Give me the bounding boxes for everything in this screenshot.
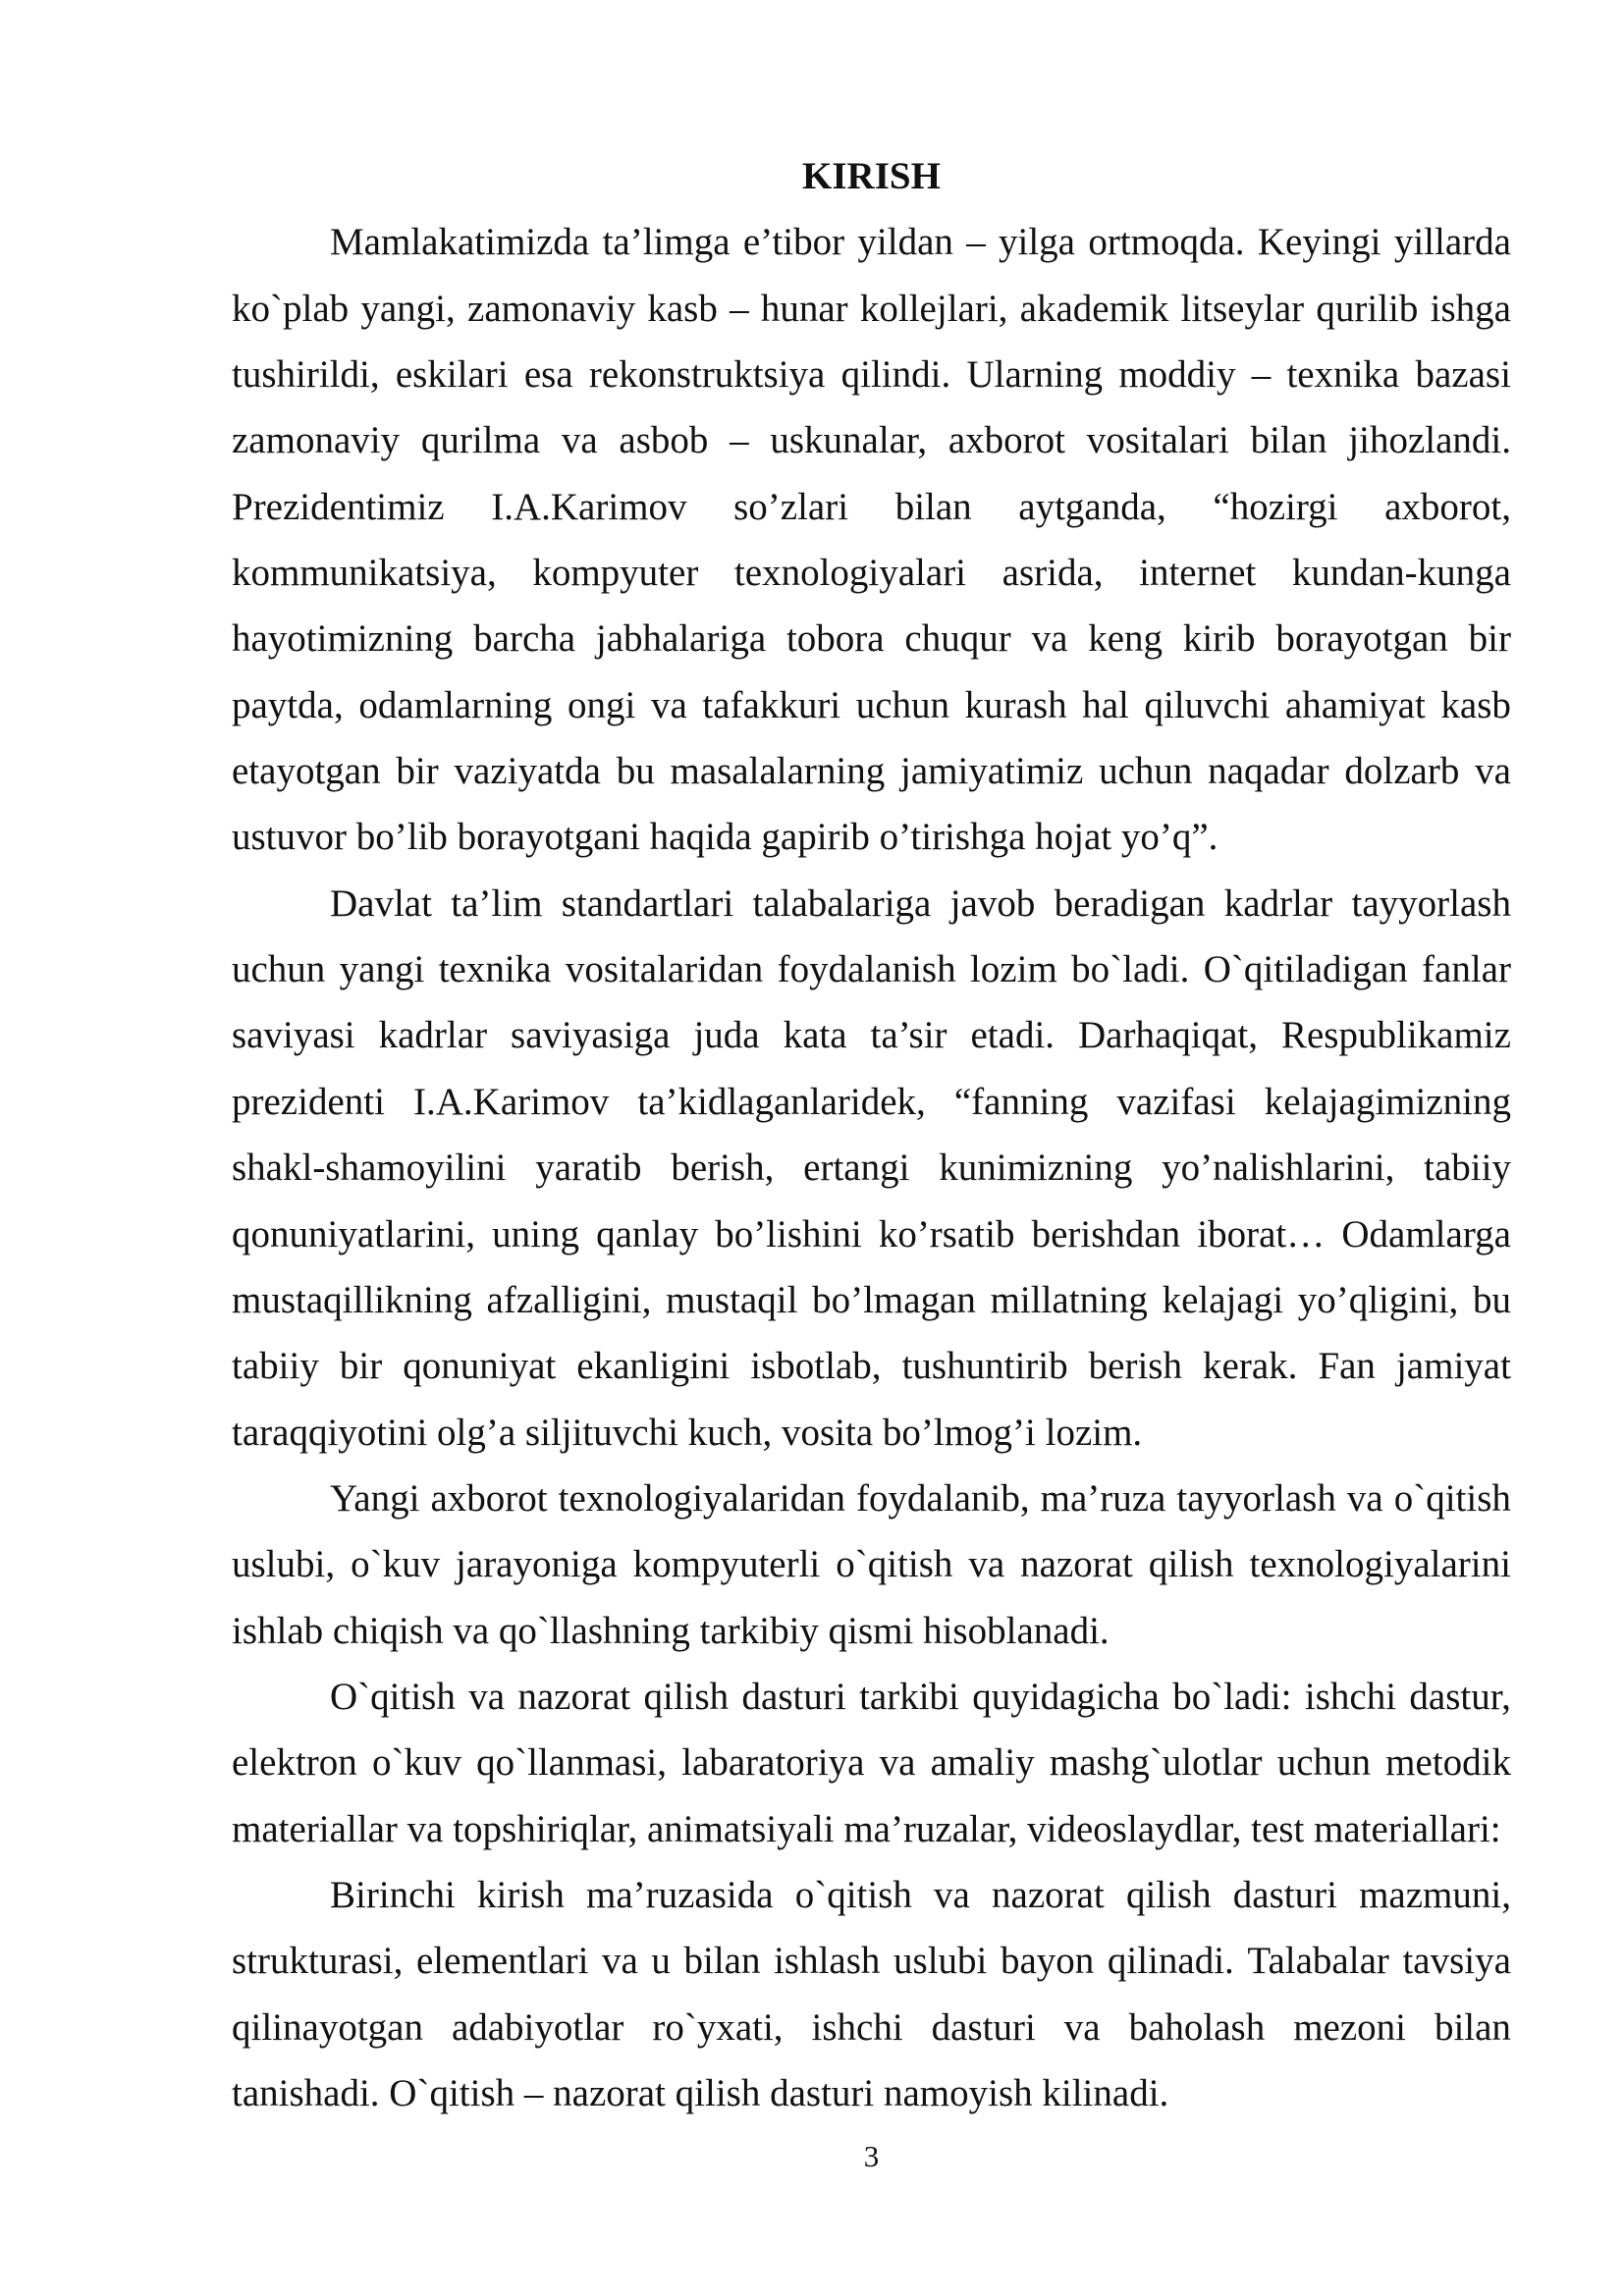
word: hunar — [760, 287, 848, 330]
word: “fanning — [953, 1080, 1089, 1123]
word: bo`ladi. — [1071, 948, 1190, 991]
word: rekonstruktsiya — [588, 353, 826, 397]
word: kunimizning — [939, 1147, 1133, 1190]
word: bu — [1473, 1278, 1511, 1321]
word: qonuniyat — [403, 1345, 557, 1388]
word: etadi. — [970, 1014, 1056, 1057]
word: ahamiyat — [1284, 683, 1426, 726]
word: ortmoqda. — [1088, 221, 1245, 264]
word: qilindi. — [840, 353, 951, 397]
word: “hozirgi — [1213, 485, 1338, 528]
word: yilga — [999, 221, 1075, 264]
word: bilan — [1250, 419, 1327, 462]
word: kadrlar — [1223, 881, 1333, 925]
word: strukturasi, — [232, 1940, 404, 1983]
paragraph-3 — [232, 1466, 1511, 1664]
word: javob — [949, 881, 1036, 925]
word: mazmuni, — [1359, 1873, 1511, 1916]
word: O`qitish — [330, 1675, 456, 1718]
word: hayotimizning — [232, 617, 454, 661]
paragraph-line — [232, 936, 1511, 1002]
word: bo`ladi: — [1172, 1675, 1292, 1718]
word: va — [1031, 617, 1068, 661]
word: masalalarning — [670, 750, 886, 793]
word: nazorat — [992, 1873, 1105, 1916]
word: kasb — [1440, 683, 1511, 726]
word: yangi — [339, 948, 425, 991]
word: nazorat — [517, 1675, 631, 1718]
word: va — [561, 419, 598, 462]
word: va — [468, 1675, 506, 1718]
word: qonuniyatlarini, — [232, 1212, 476, 1255]
word: juda — [693, 1014, 760, 1057]
word: kata — [783, 1014, 847, 1057]
word: texnologiyalaridan — [558, 1476, 846, 1520]
word: o`kuv — [351, 1543, 441, 1586]
word: u — [651, 1940, 671, 1983]
word: va — [934, 1873, 970, 1916]
word: mashg`ulotlar — [1049, 1741, 1263, 1785]
word: Mamlakatimizda — [330, 221, 590, 264]
paragraph-1 — [232, 209, 1511, 870]
word: mezoni — [1293, 2005, 1406, 2049]
word: akademik — [1019, 287, 1169, 330]
word: tayyorlash — [1351, 881, 1511, 925]
word: Talabalar — [1247, 1940, 1389, 1983]
word: hal — [1082, 683, 1129, 726]
word: saviyasi — [232, 1014, 355, 1057]
word: bayon — [1000, 1940, 1095, 1983]
word: – — [966, 221, 986, 264]
word: vaziyatda — [454, 750, 601, 793]
word: bo’lmagan — [812, 1278, 976, 1321]
word: texnologiyalarini — [1249, 1543, 1511, 1586]
word: ishlash — [774, 1940, 881, 1983]
word: chuqur — [904, 617, 1011, 661]
word: ishchi — [1304, 1675, 1397, 1718]
word: qanlay — [596, 1212, 699, 1255]
word: jarayoniga — [456, 1543, 618, 1586]
word: ko’rsatib — [878, 1212, 1015, 1255]
word: millatning — [990, 1278, 1148, 1321]
word: kompyuterli — [632, 1543, 821, 1586]
word: va — [1063, 2005, 1101, 2049]
word: berishdan — [1031, 1212, 1181, 1255]
paragraph-line — [232, 407, 1511, 473]
word: bu — [616, 750, 655, 793]
paragraph-line — [232, 1201, 1511, 1267]
word: berish — [1088, 1345, 1182, 1388]
word: uchun — [232, 948, 326, 991]
paragraph-line — [232, 540, 1511, 606]
word: uslubi, — [232, 1543, 336, 1586]
word: borayotgan — [1275, 617, 1448, 661]
word: foydalanib, — [856, 1476, 1030, 1520]
word: iborat… — [1197, 1212, 1326, 1255]
word: uning — [492, 1212, 579, 1255]
word: texnika — [1286, 353, 1400, 397]
word: ongi — [568, 683, 636, 726]
word: fanlar — [1422, 948, 1511, 991]
word: uskunalar, — [770, 419, 928, 462]
word: bo’lishini — [715, 1212, 862, 1255]
page-number: 3 — [863, 2139, 880, 2173]
word: internet — [1139, 552, 1257, 595]
paragraph-4 — [232, 1664, 1511, 1862]
word: ma’ruza — [1040, 1476, 1166, 1520]
word: berish, — [671, 1147, 775, 1190]
word: va — [968, 1543, 1005, 1586]
word: dasturi — [1232, 1873, 1337, 1916]
word: tabiiy — [1424, 1147, 1511, 1190]
word: saviyasiga — [511, 1014, 671, 1057]
paragraph-line — [232, 1135, 1511, 1201]
word: kirib — [1182, 617, 1256, 661]
word: jihozlandi. — [1348, 419, 1511, 462]
word: labaratoriya — [681, 1741, 865, 1785]
word: kelajagi — [1162, 1278, 1284, 1321]
word: elementlari — [416, 1940, 589, 1983]
paragraph-line — [232, 1267, 1511, 1333]
word: – — [1251, 353, 1272, 397]
word: eskilari — [395, 353, 509, 397]
paragraph-line — [232, 1002, 1511, 1068]
paragraph-line — [232, 1995, 1511, 2060]
word: tobora — [785, 617, 885, 661]
word: etayotgan — [232, 750, 381, 793]
word: yildan — [857, 221, 953, 264]
word: yangi, — [360, 287, 456, 330]
word: tavsiya — [1402, 1940, 1511, 1983]
word: asrida, — [1001, 552, 1104, 595]
paragraph-line — [232, 1862, 1511, 1928]
word: axborot — [430, 1476, 548, 1520]
word: O`qitiladigan — [1203, 948, 1408, 991]
word: metodik — [1385, 1741, 1511, 1785]
word: elektron — [232, 1741, 357, 1785]
word: moddiy — [1118, 353, 1236, 397]
paragraph-line — [232, 1333, 1511, 1399]
word: barcha — [473, 617, 576, 661]
word: jamiyatimiz — [900, 750, 1084, 793]
paragraph-5 — [232, 1862, 1511, 2126]
paragraph-line — [232, 1466, 1511, 1531]
word: ertangi — [803, 1147, 910, 1190]
paragraph-line — [232, 1730, 1511, 1795]
word: Birinchi — [330, 1873, 456, 1916]
word: mustaqillikning — [232, 1278, 472, 1321]
word: ishchi — [811, 2005, 903, 2049]
word: esa — [523, 353, 573, 397]
word: ma’ruzasida — [585, 1873, 774, 1916]
word: bir — [396, 750, 439, 793]
word: e’tibor — [742, 221, 845, 264]
paragraph-line — [232, 1928, 1511, 1994]
word: va — [1346, 1476, 1383, 1520]
word: qurilib — [1316, 287, 1419, 330]
word: bilan — [1434, 2005, 1511, 2049]
word: zamonaviy — [232, 419, 401, 462]
paragraph-line — [232, 672, 1511, 738]
word: kompyuter — [532, 552, 699, 595]
page-title: KIRISH — [802, 155, 941, 197]
word: ta’kidlaganlaridek, — [637, 1080, 926, 1123]
paragraph-line — [232, 1069, 1511, 1135]
word: axborot, — [1384, 485, 1511, 528]
word: Keyingi — [1257, 221, 1381, 264]
paragraph-line: ishlab chiqish va qo`llashning tarkibiy qismi hisoblanadi. — [232, 1609, 1110, 1652]
word: va — [1475, 750, 1511, 793]
word: I.A.Karimov — [491, 485, 687, 528]
word: quyidagicha — [972, 1675, 1160, 1718]
word: Prezidentimiz — [232, 485, 445, 528]
word: bazasi — [1415, 353, 1511, 397]
word: kommunikatsiya, — [232, 552, 497, 595]
word: Fan — [1318, 1345, 1376, 1388]
word: shakl-shamoyilini — [232, 1147, 507, 1190]
word: bir — [1468, 617, 1511, 661]
word: yo’qligini, — [1297, 1278, 1459, 1321]
word: tafakkuri — [702, 683, 841, 726]
paragraph-line — [232, 276, 1511, 342]
word: tarkibi — [859, 1675, 959, 1718]
word: o`kuv — [371, 1741, 461, 1785]
word: ishga — [1430, 287, 1511, 330]
word: va — [602, 1940, 638, 1983]
word: bilan — [894, 485, 972, 528]
word: texnika — [438, 948, 552, 991]
word: jabhalariga — [595, 617, 767, 661]
paragraph-line — [232, 871, 1511, 936]
word: bir — [339, 1345, 383, 1388]
word: qilish — [1148, 1543, 1234, 1586]
paragraph-line — [232, 738, 1511, 804]
word: zamonaviy — [467, 287, 636, 330]
word: Odamlarga — [1341, 1212, 1511, 1255]
word: mustaqil — [666, 1278, 798, 1321]
word: Davlat — [330, 881, 432, 925]
word: o`qitish — [794, 1873, 912, 1916]
word: Ularning — [966, 353, 1104, 397]
word: vazifasi — [1116, 1080, 1236, 1123]
word: amaliy — [930, 1741, 1035, 1785]
word: uchun — [855, 683, 950, 726]
paragraph-line — [232, 474, 1511, 540]
word: yillarda — [1393, 221, 1511, 264]
paragraph-line: taraqqiyotini olg’a siljituvchi kuch, vosita bo’lmog’i lozim. — [232, 1411, 1143, 1454]
word: o`qitish — [1393, 1476, 1511, 1520]
word: qo`llanmasi, — [476, 1741, 668, 1785]
word: – — [730, 287, 749, 330]
word: qiluvchi — [1144, 683, 1271, 726]
word: ta’limga — [602, 221, 731, 264]
word: so’zlari — [733, 485, 849, 528]
word: baholash — [1128, 2005, 1266, 2049]
word: kerak. — [1203, 1345, 1298, 1388]
word: Respublikamiz — [1280, 1014, 1511, 1057]
word: talabalariga — [752, 881, 932, 925]
word: kelajagimizning — [1264, 1080, 1511, 1123]
paragraph-line — [232, 209, 1511, 275]
word: kollejlari, — [859, 287, 1008, 330]
paragraph-line: ustuvor bo’lib borayotgani haqida gapirib o’tirishga hojat yo’q”. — [232, 816, 1218, 859]
word: tushirildi, — [232, 353, 380, 397]
word: dasturi — [931, 2005, 1036, 2049]
word: odamlarning — [358, 683, 553, 726]
word: vositalari — [1086, 419, 1229, 462]
word: texnologiyalari — [733, 552, 967, 595]
word: o`qitish — [836, 1543, 953, 1586]
word: kurash — [964, 683, 1067, 726]
word: qilish — [1125, 1873, 1212, 1916]
word: naqadar — [1208, 750, 1329, 793]
word: Darhaqiqat, — [1078, 1014, 1259, 1057]
word: tabiiy — [232, 1345, 319, 1388]
word: va — [650, 683, 687, 726]
word: qilinadi. — [1107, 1940, 1234, 1983]
word: tayyorlash — [1176, 1476, 1336, 1520]
word: vositalaridan — [565, 948, 764, 991]
paragraph-line — [232, 1531, 1511, 1597]
word: qilinayotgan — [232, 2005, 423, 2049]
word: yo’nalishlarini, — [1162, 1147, 1395, 1190]
word: uchun — [1276, 1741, 1371, 1785]
word: standartlari — [561, 881, 734, 925]
paragraph-line — [232, 1664, 1511, 1730]
word: kirish — [476, 1873, 565, 1916]
word: prezidenti — [232, 1080, 385, 1123]
word: tushuntirib — [901, 1345, 1068, 1388]
word: nazorat — [1020, 1543, 1133, 1586]
word: foydalanish — [777, 948, 956, 991]
word: bilan — [683, 1940, 761, 1983]
word: jamiyat — [1395, 1345, 1511, 1388]
word: asbob — [619, 419, 709, 462]
word: kasb — [647, 287, 718, 330]
paragraph-line: materiallar va topshiriqlar, animatsiyali ma’ruzalar, videoslaydlar, test materiallari: — [232, 1807, 1501, 1850]
word: Yangi — [330, 1476, 420, 1520]
word: qurilma — [420, 419, 541, 462]
word: va — [879, 1741, 916, 1785]
word: – — [730, 419, 749, 462]
word: ta’sir — [870, 1014, 947, 1057]
word: keng — [1088, 617, 1164, 661]
word: axborot — [947, 419, 1065, 462]
document-body — [232, 143, 1511, 2126]
word: ko`plab — [232, 287, 350, 330]
word: adabiyotlar — [451, 2005, 624, 2049]
word: uchun — [1099, 750, 1193, 793]
word: aytganda, — [1018, 485, 1166, 528]
word: dastur, — [1409, 1675, 1511, 1718]
paragraph-line — [232, 342, 1511, 407]
word: afzalligini, — [486, 1278, 652, 1321]
word: kadrlar — [378, 1014, 488, 1057]
word: isbotlab, — [750, 1345, 882, 1388]
word: dasturi — [741, 1675, 846, 1718]
word: ta’lim — [451, 881, 543, 925]
word: kundan-kunga — [1291, 552, 1511, 595]
word: I.A.Karimov — [413, 1080, 610, 1123]
word: litseylar — [1180, 287, 1305, 330]
paragraph-line: tanishadi. O`qitish – nazorat qilish dasturi namoyish kilinadi. — [232, 2071, 1169, 2114]
word: qilish — [643, 1675, 730, 1718]
word: paytda, — [232, 683, 344, 726]
word: lozim — [969, 948, 1057, 991]
paragraph-line — [232, 606, 1511, 671]
word: ro`yxati, — [652, 2005, 784, 2049]
word: yaratib — [535, 1147, 642, 1190]
word: uslubi — [893, 1940, 988, 1983]
word: dolzarb — [1344, 750, 1460, 793]
word: ekanligini — [576, 1345, 731, 1388]
paragraph-2 — [232, 871, 1511, 1466]
word: beradigan — [1054, 881, 1206, 925]
